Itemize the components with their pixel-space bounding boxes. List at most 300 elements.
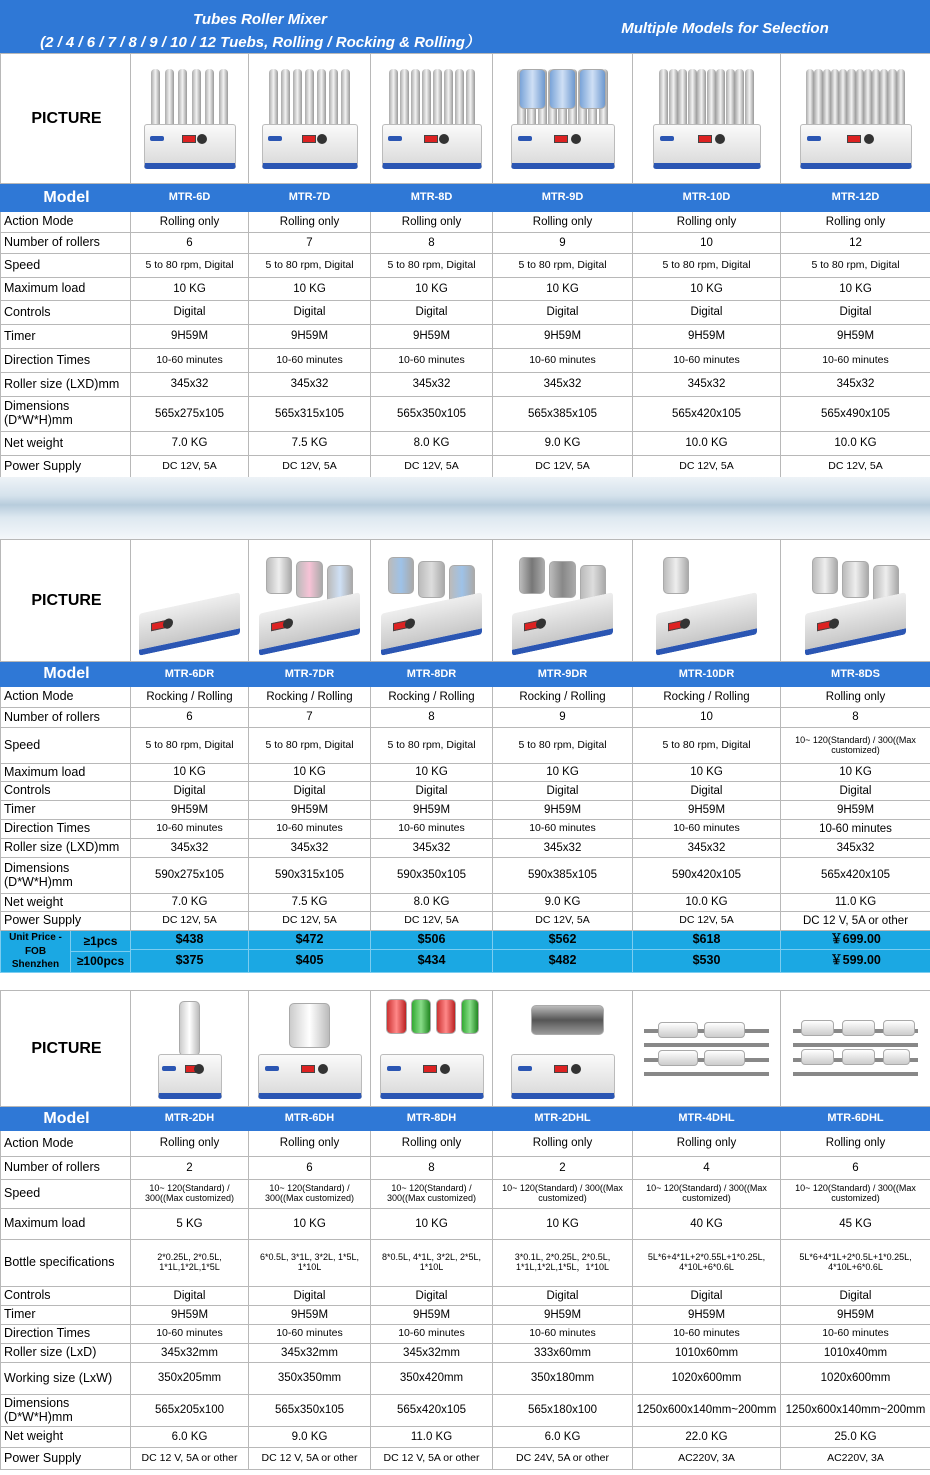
spec-value: 10-60 minutes [633, 820, 781, 839]
spec-value: 10 KG [633, 278, 781, 301]
spec-row [1, 764, 930, 782]
spec-value: 10~ 120(Standard) / 300((Max customized) [633, 1180, 781, 1209]
banner-title-line2: (2 / 4 / 6 / 7 / 8 / 9 / 10 / 12 Tuebs, Rolling / Rocking & Rolling） [40, 34, 480, 51]
spec-value: 10.0 KG [633, 894, 781, 912]
spec-value: 345x32mm [249, 1344, 371, 1363]
spec-row [1, 1180, 930, 1209]
spec-value: 10 KG [493, 278, 633, 301]
spec-value: 4 [633, 1157, 781, 1180]
spec-value: 10-60 minutes [781, 820, 930, 839]
spec-label: Action Mode [1, 1131, 131, 1157]
spec-label: Action Mode [1, 212, 131, 233]
product-picture-cell [493, 54, 633, 184]
spec-value: 345x32mm [131, 1344, 249, 1363]
spec-label: Direction Times [1, 349, 131, 373]
spec-value: 8 [781, 708, 930, 728]
spec-row [1, 212, 930, 233]
model-label: Model [1, 662, 131, 687]
product-image [508, 549, 618, 653]
spec-value: 9H59M [493, 1306, 633, 1325]
spec-value: 7.0 KG [131, 894, 249, 912]
price-value: $434 [371, 950, 493, 973]
spec-value: DC 12V, 5A [131, 456, 249, 479]
spec-value: 6*0.5L, 3*1L, 3*2L, 1*5L, 1*10L [249, 1240, 371, 1287]
spec-row [1, 1395, 930, 1427]
spec-value: 10 KG [131, 764, 249, 782]
product-image [511, 999, 615, 1099]
model-name: MTR-8D [371, 184, 493, 212]
spec-value: Rolling only [633, 212, 781, 233]
spec-value: 10-60 minutes [633, 349, 781, 373]
spec-value: 10-60 minutes [781, 349, 930, 373]
spec-value: 10~ 120(Standard) / 300((Max customized) [131, 1180, 249, 1209]
price-row [1, 950, 930, 973]
spec-row [1, 1325, 930, 1344]
model-name: MTR-10D [633, 184, 781, 212]
spec-value: 10 [633, 233, 781, 254]
spec-value: 5 to 80 rpm, Digital [633, 728, 781, 764]
spec-value: Rolling only [131, 212, 249, 233]
product-picture-cell [781, 540, 930, 662]
spec-label: Direction Times [1, 1325, 131, 1344]
spec-value: Digital [131, 782, 249, 801]
spec-value: 10~ 120(Standard) / 300((Max customized) [781, 728, 930, 764]
spec-value: 10~ 120(Standard) / 300((Max customized) [249, 1180, 371, 1209]
model-label: Model [1, 1107, 131, 1131]
spec-value: AC220V, 3A [633, 1448, 781, 1470]
spec-value: 9 [493, 233, 633, 254]
spec-value: DC 12V, 5A [781, 456, 930, 479]
product-image [380, 999, 484, 1099]
spec-label: Power Supply [1, 1448, 131, 1470]
model-row [1, 184, 930, 212]
spec-value: DC 12 V, 5A or other [249, 1448, 371, 1470]
spec-value: 1020x600mm [781, 1363, 930, 1395]
spec-value: 345x32 [371, 373, 493, 397]
spec-row [1, 301, 930, 325]
spec-value: 345x32 [371, 839, 493, 858]
product-image [377, 549, 487, 653]
spec-value: 590x315x105 [249, 858, 371, 894]
spec-value: 333x60mm [493, 1344, 633, 1363]
model-row [1, 662, 930, 687]
product-image [652, 549, 762, 653]
model-name: MTR-2DH [131, 1107, 249, 1131]
spec-value: Digital [781, 782, 930, 801]
spec-value: 10 KG [493, 764, 633, 782]
spec-row [1, 278, 930, 301]
spec-value: DC 12 V, 5A or other [781, 912, 930, 931]
spec-value: DC 12V, 5A [131, 912, 249, 931]
spec-value: 6.0 KG [131, 1427, 249, 1448]
spec-value: 565x350x105 [371, 397, 493, 432]
spec-value: 10 KG [371, 278, 493, 301]
spec-value: DC 12V, 5A [633, 456, 781, 479]
spec-value: 10-60 minutes [371, 1325, 493, 1344]
spec-value: 10-60 minutes [249, 349, 371, 373]
spec-row [1, 728, 930, 764]
spec-value: 345x32 [633, 839, 781, 858]
spec-value: Rolling only [781, 1131, 930, 1157]
spec-value: 345x32mm [371, 1344, 493, 1363]
spec-label: Dimensions (D*W*H)mm [1, 858, 131, 894]
product-image [262, 69, 358, 169]
model-name: MTR-6DH [249, 1107, 371, 1131]
spec-row [1, 1427, 930, 1448]
spec-row [1, 820, 930, 839]
spec-row [1, 1209, 930, 1240]
unit-price-label: Unit Price -FOB Shenzhen [1, 931, 71, 972]
spec-value: 10 KG [249, 278, 371, 301]
spec-value: 40 KG [633, 1209, 781, 1240]
spec-value: 5 to 80 rpm, Digital [493, 254, 633, 278]
spec-value: 590x350x105 [371, 858, 493, 894]
spec-value: Digital [249, 782, 371, 801]
spec-label: Controls [1, 1287, 131, 1306]
spec-value: 565x275x105 [131, 397, 249, 432]
spec-value: 10~ 120(Standard) / 300((Max customized) [493, 1180, 633, 1209]
spec-value: 565x385x105 [493, 397, 633, 432]
spec-value: Rocking / Rolling [493, 687, 633, 708]
spec-value: 9.0 KG [493, 432, 633, 456]
price-value: $562 [493, 931, 633, 950]
picture-row [1, 991, 930, 1107]
price-value: $472 [249, 931, 371, 950]
spec-value: 10-60 minutes [131, 820, 249, 839]
spec-value: 345x32 [131, 373, 249, 397]
spec-value: AC220V, 3A [781, 1448, 930, 1470]
spec-row [1, 1131, 930, 1157]
spec-value: 10 [633, 708, 781, 728]
spec-row [1, 912, 930, 931]
spec-value: 8*0.5L, 4*1L, 3*2L, 2*5L, 1*10L [371, 1240, 493, 1287]
spec-value: 5 to 80 rpm, Digital [633, 254, 781, 278]
spec-value: 10.0 KG [781, 432, 930, 456]
spec-value: Rolling only [633, 1131, 781, 1157]
spec-value: 350x350mm [249, 1363, 371, 1395]
spec-value: 7.5 KG [249, 894, 371, 912]
price-value: $506 [371, 931, 493, 950]
spec-value: 10~ 120(Standard) / 300((Max customized) [371, 1180, 493, 1209]
spec-value: 1250x600x140mm~200mm [633, 1395, 781, 1427]
model-name: MTR-6DR [131, 662, 249, 687]
spec-value: 565x420x105 [633, 397, 781, 432]
spec-value: 10-60 minutes [781, 1325, 930, 1344]
spec-value: Rolling only [493, 212, 633, 233]
spec-value: 6 [131, 708, 249, 728]
spec-value: 10 KG [493, 1209, 633, 1240]
spec-value: Rolling only [371, 1131, 493, 1157]
product-picture-cell [249, 991, 371, 1107]
price-value: $375 [131, 950, 249, 973]
spec-value: 10-60 minutes [249, 1325, 371, 1344]
spec-value: DC 12V, 5A [371, 912, 493, 931]
spec-value: 2*0.25L, 2*0.5L, 1*1L,1*2L,1*5L [131, 1240, 249, 1287]
spec-value: 565x350x105 [249, 1395, 371, 1427]
spec-value: 565x420x105 [371, 1395, 493, 1427]
spec-row [1, 1287, 930, 1306]
spec-row [1, 801, 930, 820]
product-picture-cell [633, 991, 781, 1107]
spec-value: DC 12 V, 5A or other [371, 1448, 493, 1470]
spec-value: 9H59M [371, 1306, 493, 1325]
header-banner [0, 0, 930, 53]
model-name: MTR-7DR [249, 662, 371, 687]
divider-strip [0, 477, 930, 539]
spec-value: DC 12V, 5A [633, 912, 781, 931]
spec-value: 5 to 80 rpm, Digital [131, 728, 249, 764]
spec-value: 10 KG [249, 764, 371, 782]
spec-value: 345x32 [493, 373, 633, 397]
spec-value: 565x490x105 [781, 397, 930, 432]
spec-value: 3*0.1L, 2*0.25L, 2*0.5L, 1*1L,1*2L,1*5L，1*10L [493, 1240, 633, 1287]
banner-title-line1: Tubes Roller Mixer [193, 11, 327, 28]
spec-value: 10 KG [371, 1209, 493, 1240]
spec-value: DC 12V, 5A [493, 456, 633, 479]
spec-value: DC 12 V, 5A or other [131, 1448, 249, 1470]
spec-value: 590x275x105 [131, 858, 249, 894]
spec-label: Number of rollers [1, 233, 131, 254]
spec-value: 5 to 80 rpm, Digital [371, 728, 493, 764]
spec-value: 9H59M [131, 1306, 249, 1325]
spec-value: Digital [493, 1287, 633, 1306]
product-picture-cell [371, 540, 493, 662]
spec-value: 5 KG [131, 1209, 249, 1240]
spec-value: Digital [131, 1287, 249, 1306]
spec-value: 9H59M [781, 801, 930, 820]
model-name: MTR-12D [781, 184, 930, 212]
spec-value: 1010x40mm [781, 1344, 930, 1363]
spec-value: 10-60 minutes [131, 349, 249, 373]
spec-label: Power Supply [1, 912, 131, 931]
spec-value: Rolling only [493, 1131, 633, 1157]
spec-label: Roller size (LXD)mm [1, 839, 131, 858]
spec-value: 7.0 KG [131, 432, 249, 456]
spec-value: 5 to 80 rpm, Digital [781, 254, 930, 278]
spec-row [1, 687, 930, 708]
model-name: MTR-7D [249, 184, 371, 212]
spec-value: 565x205x100 [131, 1395, 249, 1427]
spec-value: 1020x600mm [633, 1363, 781, 1395]
spec-value: Digital [493, 301, 633, 325]
spec-row [1, 858, 930, 894]
spec-label: Maximum load [1, 764, 131, 782]
spec-value: Digital [633, 1287, 781, 1306]
spec-label: Timer [1, 801, 131, 820]
spec-value: 9H59M [781, 325, 930, 349]
spec-value: Rocking / Rolling [371, 687, 493, 708]
model-name: MTR-8DH [371, 1107, 493, 1131]
price-value: $530 [633, 950, 781, 973]
spec-value: 9H59M [131, 801, 249, 820]
product-image [788, 1004, 924, 1094]
spec-value: 345x32 [781, 839, 930, 858]
picture-label: PICTURE [1, 991, 131, 1107]
picture-row [1, 54, 930, 184]
spec-value: 2 [131, 1157, 249, 1180]
section3-spec-table [0, 990, 930, 1470]
price-value: $438 [131, 931, 249, 950]
spec-value: 45 KG [781, 1209, 930, 1240]
spec-label: Bottle specifications [1, 1240, 131, 1287]
spec-value: 10~ 120(Standard) / 300((Max customized) [781, 1180, 930, 1209]
spec-row [1, 1363, 930, 1395]
banner-right-text: Multiple Models for Selection [621, 20, 829, 37]
spec-value: Digital [493, 782, 633, 801]
product-picture-cell [633, 54, 781, 184]
spec-value: Rolling only [249, 1131, 371, 1157]
spec-value: 10-60 minutes [493, 349, 633, 373]
spec-value: 350x420mm [371, 1363, 493, 1395]
spec-value: 7.5 KG [249, 432, 371, 456]
spec-row [1, 1157, 930, 1180]
spec-value: 6.0 KG [493, 1427, 633, 1448]
spec-value: 350x205mm [131, 1363, 249, 1395]
price-tier-qty: ≥100pcs [76, 954, 125, 969]
spec-label: Roller size (LxD) [1, 1344, 131, 1363]
spec-value: 6 [781, 1157, 930, 1180]
spec-value: 7 [249, 708, 371, 728]
spec-value: 10 KG [633, 764, 781, 782]
spec-row [1, 708, 930, 728]
spec-value: 10 KG [249, 1209, 371, 1240]
spec-value: 9H59M [371, 325, 493, 349]
model-name: MTR-4DHL [633, 1107, 781, 1131]
product-picture-cell [131, 540, 249, 662]
spec-label: Timer [1, 325, 131, 349]
spec-label: Timer [1, 1306, 131, 1325]
spec-value: 8 [371, 708, 493, 728]
spec-value: 22.0 KG [633, 1427, 781, 1448]
product-image [158, 999, 222, 1099]
spec-value: Digital [781, 301, 930, 325]
spec-label: Net weight [1, 1427, 131, 1448]
spec-label: Action Mode [1, 687, 131, 708]
spec-label: Dimensions (D*W*H)mm [1, 1395, 131, 1427]
spec-value: Digital [131, 301, 249, 325]
spec-value: 1010x60mm [633, 1344, 781, 1363]
spec-label: Speed [1, 254, 131, 278]
model-name: MTR-10DR [633, 662, 781, 687]
model-row [1, 1107, 930, 1131]
spec-value: Rocking / Rolling [249, 687, 371, 708]
spec-row [1, 1240, 930, 1287]
spec-value: 565x420x105 [781, 858, 930, 894]
spec-value: Rocking / Rolling [131, 687, 249, 708]
spec-value: 5 to 80 rpm, Digital [493, 728, 633, 764]
model-name: MTR-9D [493, 184, 633, 212]
spec-value: 9.0 KG [249, 1427, 371, 1448]
spec-value: 9H59M [371, 801, 493, 820]
spec-value: 565x315x105 [249, 397, 371, 432]
spec-value: 9H59M [493, 325, 633, 349]
spec-label: Number of rollers [1, 708, 131, 728]
model-name: MTR-2DHL [493, 1107, 633, 1131]
spec-value: 11.0 KG [781, 894, 930, 912]
product-picture-cell [131, 54, 249, 184]
spec-value: 9H59M [781, 1306, 930, 1325]
spec-value: 9H59M [131, 325, 249, 349]
spec-row [1, 1448, 930, 1470]
spec-value: 9H59M [249, 801, 371, 820]
spec-value: 9H59M [633, 1306, 781, 1325]
spec-value: Rolling only [131, 1131, 249, 1157]
spec-row [1, 782, 930, 801]
spec-value: 10-60 minutes [633, 1325, 781, 1344]
spec-value: 10 KG [131, 278, 249, 301]
price-value: $405 [249, 950, 371, 973]
spec-label: Speed [1, 1180, 131, 1209]
spec-value: 345x32 [249, 373, 371, 397]
product-picture-cell [781, 54, 930, 184]
spec-label: Maximum load [1, 1209, 131, 1240]
spec-value: Rolling only [371, 212, 493, 233]
spec-value: 565x180x100 [493, 1395, 633, 1427]
spec-label: Number of rollers [1, 1157, 131, 1180]
spec-row [1, 1344, 930, 1363]
product-image [639, 1004, 775, 1094]
spec-value: 8.0 KG [371, 894, 493, 912]
spec-row [1, 233, 930, 254]
section1-spec-table [0, 53, 930, 479]
spec-value: Digital [633, 301, 781, 325]
spec-value: 5L*6+4*1L+2*0.55L+1*0.25L, 4*10L+6*0.6L [633, 1240, 781, 1287]
spec-value: 345x32 [493, 839, 633, 858]
spec-label: Roller size (LXD)mm [1, 373, 131, 397]
picture-row [1, 540, 930, 662]
spec-value: 9H59M [249, 325, 371, 349]
spec-value: 1250x600x140mm~200mm [781, 1395, 930, 1427]
spec-value: 6 [249, 1157, 371, 1180]
product-image [511, 69, 615, 169]
product-image [800, 69, 912, 169]
price-value: $482 [493, 950, 633, 973]
product-picture-cell [371, 991, 493, 1107]
spec-value: 345x32 [131, 839, 249, 858]
spec-value: DC 12V, 5A [371, 456, 493, 479]
price-value: ￥599.00 [781, 950, 930, 973]
section2-spec-table [0, 539, 930, 973]
spec-value: 8 [371, 233, 493, 254]
picture-label: PICTURE [1, 540, 131, 662]
spec-value: 10-60 minutes [131, 1325, 249, 1344]
spec-value: 8.0 KG [371, 432, 493, 456]
spec-row [1, 373, 930, 397]
price-row [1, 931, 930, 950]
spec-value: 9.0 KG [493, 894, 633, 912]
spec-value: 350x180mm [493, 1363, 633, 1395]
price-value: $618 [633, 931, 781, 950]
price-tier-qty: ≥1pcs [71, 931, 130, 952]
spec-value: DC 12V, 5A [493, 912, 633, 931]
spec-label: Working size (LxW) [1, 1363, 131, 1395]
spec-value: Digital [249, 301, 371, 325]
product-picture-cell [249, 54, 371, 184]
product-image [135, 549, 245, 653]
spec-value: 5 to 80 rpm, Digital [371, 254, 493, 278]
spec-row [1, 894, 930, 912]
spec-row [1, 456, 930, 479]
spec-value: DC 12V, 5A [249, 456, 371, 479]
spec-value: 10-60 minutes [371, 820, 493, 839]
product-picture-cell [371, 54, 493, 184]
product-picture-cell [249, 540, 371, 662]
spec-value: 9H59M [493, 801, 633, 820]
spec-value: 10-60 minutes [249, 820, 371, 839]
spec-value: DC 12V, 5A [249, 912, 371, 931]
spec-label: Dimensions (D*W*H)mm [1, 397, 131, 432]
spec-label: Net weight [1, 432, 131, 456]
